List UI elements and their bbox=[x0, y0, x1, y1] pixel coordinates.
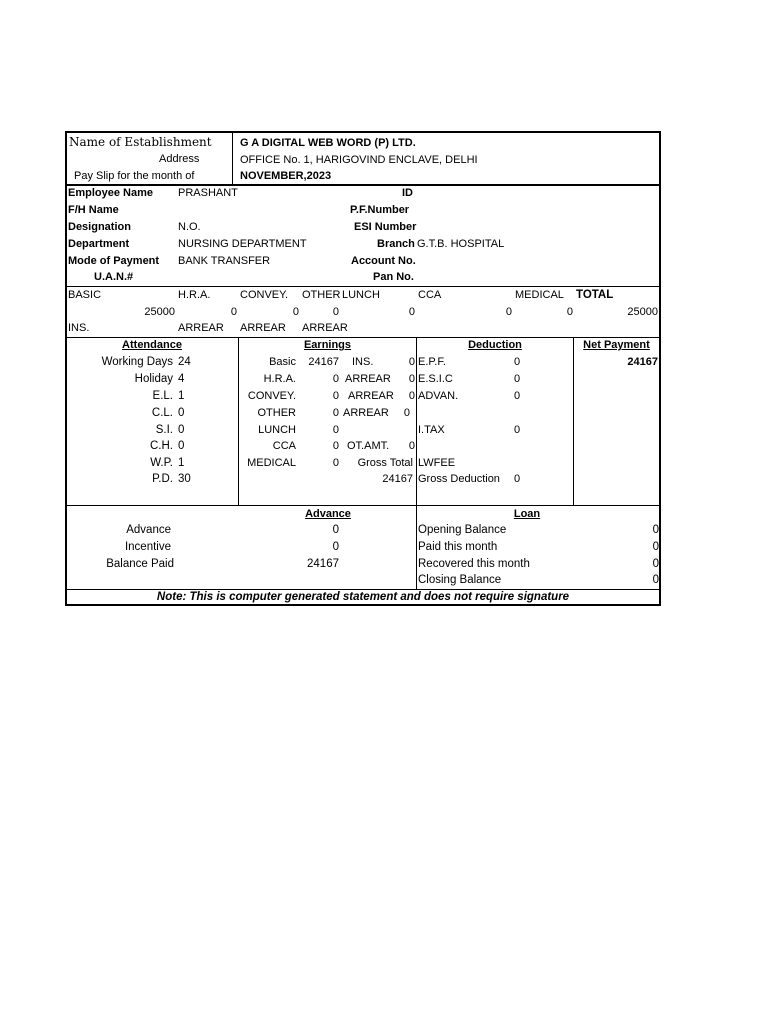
payment-mode-value: BANK TRANSFER bbox=[178, 255, 271, 267]
designation-value: N.O. bbox=[178, 221, 201, 233]
loan-value: 0 bbox=[652, 574, 659, 586]
address-label: Address bbox=[159, 153, 200, 165]
other-value: 0 bbox=[332, 306, 339, 318]
earning-label: OTHER bbox=[257, 407, 296, 419]
month-label: Pay Slip for the month of bbox=[74, 170, 195, 182]
pay-slip bbox=[65, 131, 661, 606]
loan-value: 0 bbox=[652, 541, 659, 553]
employee-name-label: Employee Name bbox=[68, 187, 153, 199]
attendance-label: S.I. bbox=[155, 424, 173, 436]
earning-extra-label: ARREAR bbox=[345, 373, 391, 385]
earning-extra-label: ARREAR bbox=[348, 390, 394, 402]
arrear-label: ARREAR bbox=[240, 322, 286, 334]
attendance-value: 30 bbox=[178, 473, 191, 485]
earning-value: 0 bbox=[332, 390, 339, 402]
advance-value: 0 bbox=[332, 541, 339, 553]
attendance-label: C.L. bbox=[151, 407, 173, 419]
earnings-divider bbox=[416, 337, 417, 505]
loan-label: Closing Balance bbox=[418, 574, 502, 586]
month-value: NOVEMBER,2023 bbox=[240, 170, 332, 182]
earning-extra-label: OT.AMT. bbox=[347, 440, 390, 452]
branch-label: Branch bbox=[377, 238, 415, 250]
hra-value: 0 bbox=[230, 306, 237, 318]
pan-number-label: Pan No. bbox=[373, 271, 414, 283]
deduction-label: E.S.I.C bbox=[418, 373, 453, 385]
earning-extra-label: INS. bbox=[352, 356, 374, 368]
footer-note: Note: This is computer generated statement and does not require signature bbox=[156, 591, 570, 603]
deduction-heading: Deduction bbox=[468, 339, 522, 351]
department-value: NURSING DEPARTMENT bbox=[178, 238, 307, 250]
total-value: 25000 bbox=[627, 306, 658, 318]
attendance-label: W.P. bbox=[150, 457, 173, 469]
basic-value: 25000 bbox=[144, 306, 175, 318]
arrear-label: ARREAR bbox=[302, 322, 348, 334]
earning-extra-value: 0 bbox=[408, 390, 415, 402]
lunch-value: 0 bbox=[408, 306, 415, 318]
earning-value: 0 bbox=[332, 373, 339, 385]
ins-label: INS. bbox=[68, 322, 90, 334]
loan-label: Paid this month bbox=[418, 541, 498, 553]
gross-total-value: 24167 bbox=[382, 473, 413, 485]
deduction-value: 0 bbox=[514, 373, 521, 385]
earning-label: CONVEY. bbox=[247, 390, 296, 402]
advance-label: Advance bbox=[126, 524, 171, 536]
id-label: ID bbox=[402, 187, 413, 199]
breakup-bottom-line bbox=[67, 505, 659, 506]
esi-number-label: ESI Number bbox=[354, 221, 417, 233]
deduction-label: LWFEE bbox=[418, 457, 456, 469]
attendance-value: 24 bbox=[178, 356, 191, 368]
hra-label: H.R.A. bbox=[178, 289, 211, 301]
earning-value: 0 bbox=[332, 424, 339, 436]
total-label: TOTAL bbox=[576, 289, 614, 301]
attendance-label: Holiday bbox=[134, 373, 173, 385]
attendance-label: Working Days bbox=[101, 356, 173, 368]
deduction-value: 0 bbox=[514, 424, 521, 436]
earning-label: LUNCH bbox=[258, 424, 296, 436]
deduction-label: I.TAX bbox=[418, 424, 445, 436]
other-label: OTHER bbox=[302, 289, 341, 301]
deduction-value: 0 bbox=[514, 390, 521, 402]
header-divider bbox=[232, 133, 233, 185]
attendance-label: P.D. bbox=[152, 473, 173, 485]
pf-number-label: P.F.Number bbox=[350, 204, 410, 216]
deduction-divider bbox=[573, 337, 574, 505]
loan-value: 0 bbox=[652, 524, 659, 536]
loan-heading: Loan bbox=[513, 508, 541, 520]
earning-value: 0 bbox=[332, 440, 339, 452]
salary-bottom-line bbox=[67, 337, 659, 338]
attendance-value: 1 bbox=[178, 457, 185, 469]
attendance-value: 1 bbox=[178, 390, 185, 402]
net-payment-value: 24167 bbox=[627, 356, 658, 368]
basic-label: BASIC bbox=[68, 289, 102, 301]
attendance-value: 0 bbox=[178, 424, 185, 436]
attendance-label: E.L. bbox=[152, 390, 173, 402]
designation-label: Designation bbox=[68, 221, 131, 233]
gross-total-label: Gross Total bbox=[357, 457, 413, 469]
establishment-label: Name of Establishment bbox=[69, 135, 212, 149]
fh-name-label: F/H Name bbox=[68, 204, 119, 216]
loan-value: 0 bbox=[652, 558, 659, 570]
earning-extra-value: 0 bbox=[408, 440, 415, 452]
convey-value: 0 bbox=[292, 306, 299, 318]
advance-loan-divider bbox=[416, 505, 417, 589]
cca-value: 0 bbox=[505, 306, 512, 318]
earning-label: H.R.A. bbox=[263, 373, 296, 385]
advance-value: 0 bbox=[332, 524, 339, 536]
earning-label: Basic bbox=[269, 356, 296, 368]
note-top-line bbox=[67, 589, 659, 590]
earning-extra-label: ARREAR bbox=[343, 407, 389, 419]
lunch-label: LUNCH bbox=[342, 289, 380, 301]
gross-deduction-value: 0 bbox=[514, 473, 521, 485]
department-label: Department bbox=[68, 238, 130, 250]
advance-label: Incentive bbox=[124, 541, 171, 553]
deduction-label: E.P.F. bbox=[418, 356, 446, 368]
earning-extra-value: 0 bbox=[403, 407, 410, 419]
attendance-value: 0 bbox=[178, 407, 185, 419]
deduction-label: ADVAN. bbox=[418, 390, 459, 402]
employee-name: PRASHANT bbox=[178, 187, 238, 199]
attendance-label: C.H. bbox=[150, 440, 173, 452]
arrear-label: ARREAR bbox=[178, 322, 224, 334]
payment-mode-label: Mode of Payment bbox=[68, 255, 160, 267]
header-bottom-line bbox=[67, 184, 659, 186]
cca-label: CCA bbox=[418, 289, 442, 301]
earning-extra-value: 0 bbox=[408, 356, 415, 368]
account-number-label: Account No. bbox=[351, 255, 416, 267]
attendance-heading: Attendance bbox=[122, 339, 182, 351]
earning-extra-value: 0 bbox=[408, 373, 415, 385]
advance-label: Balance Paid bbox=[106, 558, 174, 570]
employee-bottom-line bbox=[67, 286, 659, 287]
earning-label: CCA bbox=[272, 440, 296, 452]
address-value: OFFICE No. 1, HARIGOVIND ENCLAVE, DELHI bbox=[240, 154, 478, 166]
gross-deduction-label: Gross Deduction bbox=[418, 473, 500, 485]
attendance-value: 0 bbox=[178, 440, 185, 452]
deduction-value: 0 bbox=[514, 356, 521, 368]
loan-label: Opening Balance bbox=[418, 524, 507, 536]
earnings-heading: Earnings bbox=[303, 339, 352, 351]
medical-label: MEDICAL bbox=[515, 289, 564, 301]
earning-value: 0 bbox=[332, 407, 339, 419]
advance-heading: Advance bbox=[305, 508, 351, 520]
establishment-name: G A DIGITAL WEB WORD (P) LTD. bbox=[240, 137, 416, 149]
convey-label: CONVEY. bbox=[240, 289, 289, 301]
advance-value: 24167 bbox=[307, 558, 339, 570]
attendance-value: 4 bbox=[178, 373, 185, 385]
medical-value: 0 bbox=[566, 306, 573, 318]
earning-label: MEDICAL bbox=[247, 457, 296, 469]
earning-value: 24167 bbox=[308, 356, 339, 368]
net-payment-heading: Net Payment bbox=[583, 339, 650, 351]
earning-value: 0 bbox=[332, 457, 339, 469]
branch-value: G.T.B. HOSPITAL bbox=[417, 238, 505, 250]
uan-label: U.A.N.# bbox=[94, 271, 134, 283]
loan-label: Recovered this month bbox=[418, 558, 530, 570]
